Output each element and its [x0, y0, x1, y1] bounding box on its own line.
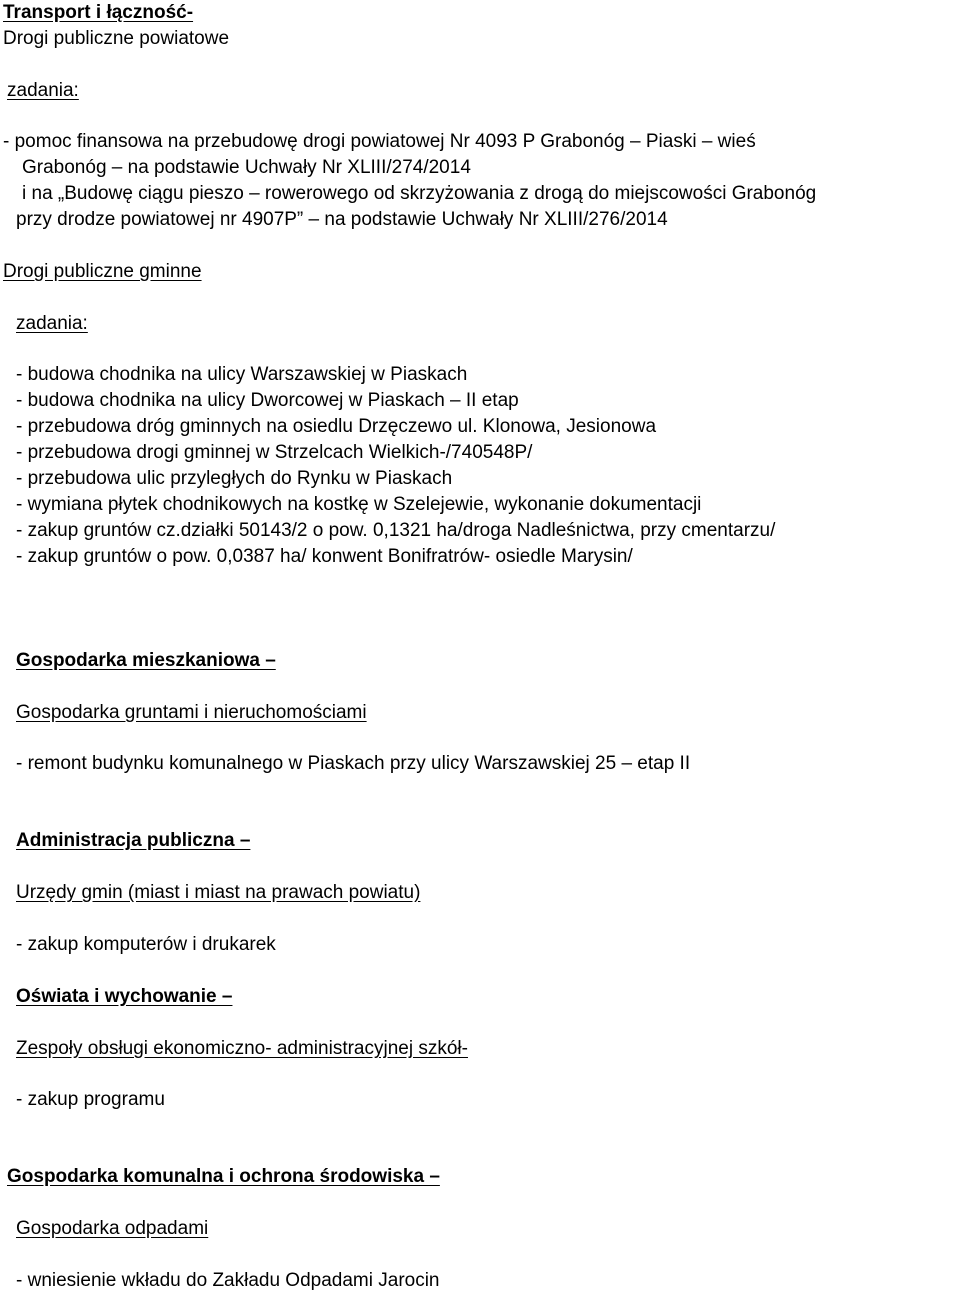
list-item: - budowa chodnika na ulicy Warszawskiej w Piaskach — [16, 364, 468, 385]
list-item: - wymiana płytek chodnikowych na kostkę w Szelejewie, wykonanie dokumentacji — [16, 494, 702, 515]
section-title-transport: Transport i łączność- — [3, 2, 194, 23]
section-title-administracja: Administracja publiczna – — [16, 830, 251, 851]
subsection-title-gospodarka-odpadami: Gospodarka odpadami — [16, 1218, 209, 1239]
subsection-title-urzedy-gmin: Urzędy gmin (miast i miast na prawach powiatu) — [16, 882, 421, 903]
section-title-gospodarka-komunalna: Gospodarka komunalna i ochrona środowiska – — [7, 1166, 440, 1187]
list-item: - przebudowa drogi gminnej w Strzelcach Wielkich-/740548P/ — [16, 442, 533, 463]
list-item: - wniesienie wkładu do Zakładu Odpadami Jarocin — [16, 1270, 440, 1291]
task-line: i na „Budowę ciągu pieszo – rowerowego od skrzyżowania z drogą do miejscowości Grabonóg — [22, 183, 817, 204]
tasks-label-powiatowe: zadania: — [7, 80, 79, 101]
list-item: - zakup gruntów o pow. 0,0387 ha/ konwent Bonifratrów- osiedle Marysin/ — [16, 546, 633, 567]
list-item: - zakup komputerów i drukarek — [16, 934, 276, 955]
subsection-title-drogi-powiatowe: Drogi publiczne powiatowe — [3, 28, 230, 49]
task-line: przy drodze powiatowej nr 4907P” – na podstawie Uchwały Nr XLIII/276/2014 — [16, 209, 668, 230]
subsection-title-zespoly-obslugi: Zespoły obsługi ekonomiczno- administracyjnej szkół- — [16, 1038, 468, 1059]
task-line: Grabonóg – na podstawie Uchwały Nr XLIII/274/2014 — [22, 157, 471, 178]
list-item: - przebudowa dróg gminnych na osiedlu Drzęczewo ul. Klonowa, Jesionowa — [16, 416, 657, 437]
list-item: - przebudowa ulic przyległych do Rynku w Piaskach — [16, 468, 453, 489]
list-item: - zakup gruntów cz.działki 50143/2 o pow. 0,1321 ha/droga Nadleśnictwa, przy cmentarzu/ — [16, 520, 776, 541]
tasks-label-gminne: zadania: — [16, 313, 88, 334]
list-item: - zakup programu — [16, 1089, 165, 1110]
subsection-title-drogi-gminne: Drogi publiczne gminne — [3, 261, 202, 282]
subsection-title-gospodarka-gruntami: Gospodarka gruntami i nieruchomościami — [16, 702, 367, 723]
list-item: - budowa chodnika na ulicy Dworcowej w Piaskach – II etap — [16, 390, 519, 411]
section-title-gospodarka-mieszkaniowa: Gospodarka mieszkaniowa – — [16, 650, 276, 671]
task-line: - pomoc finansowa na przebudowę drogi powiatowej Nr 4093 P Grabonóg – Piaski – wieś — [3, 131, 756, 152]
section-title-oswiata: Oświata i wychowanie – — [16, 986, 233, 1007]
list-item: - remont budynku komunalnego w Piaskach przy ulicy Warszawskiej 25 – etap II — [16, 753, 691, 774]
